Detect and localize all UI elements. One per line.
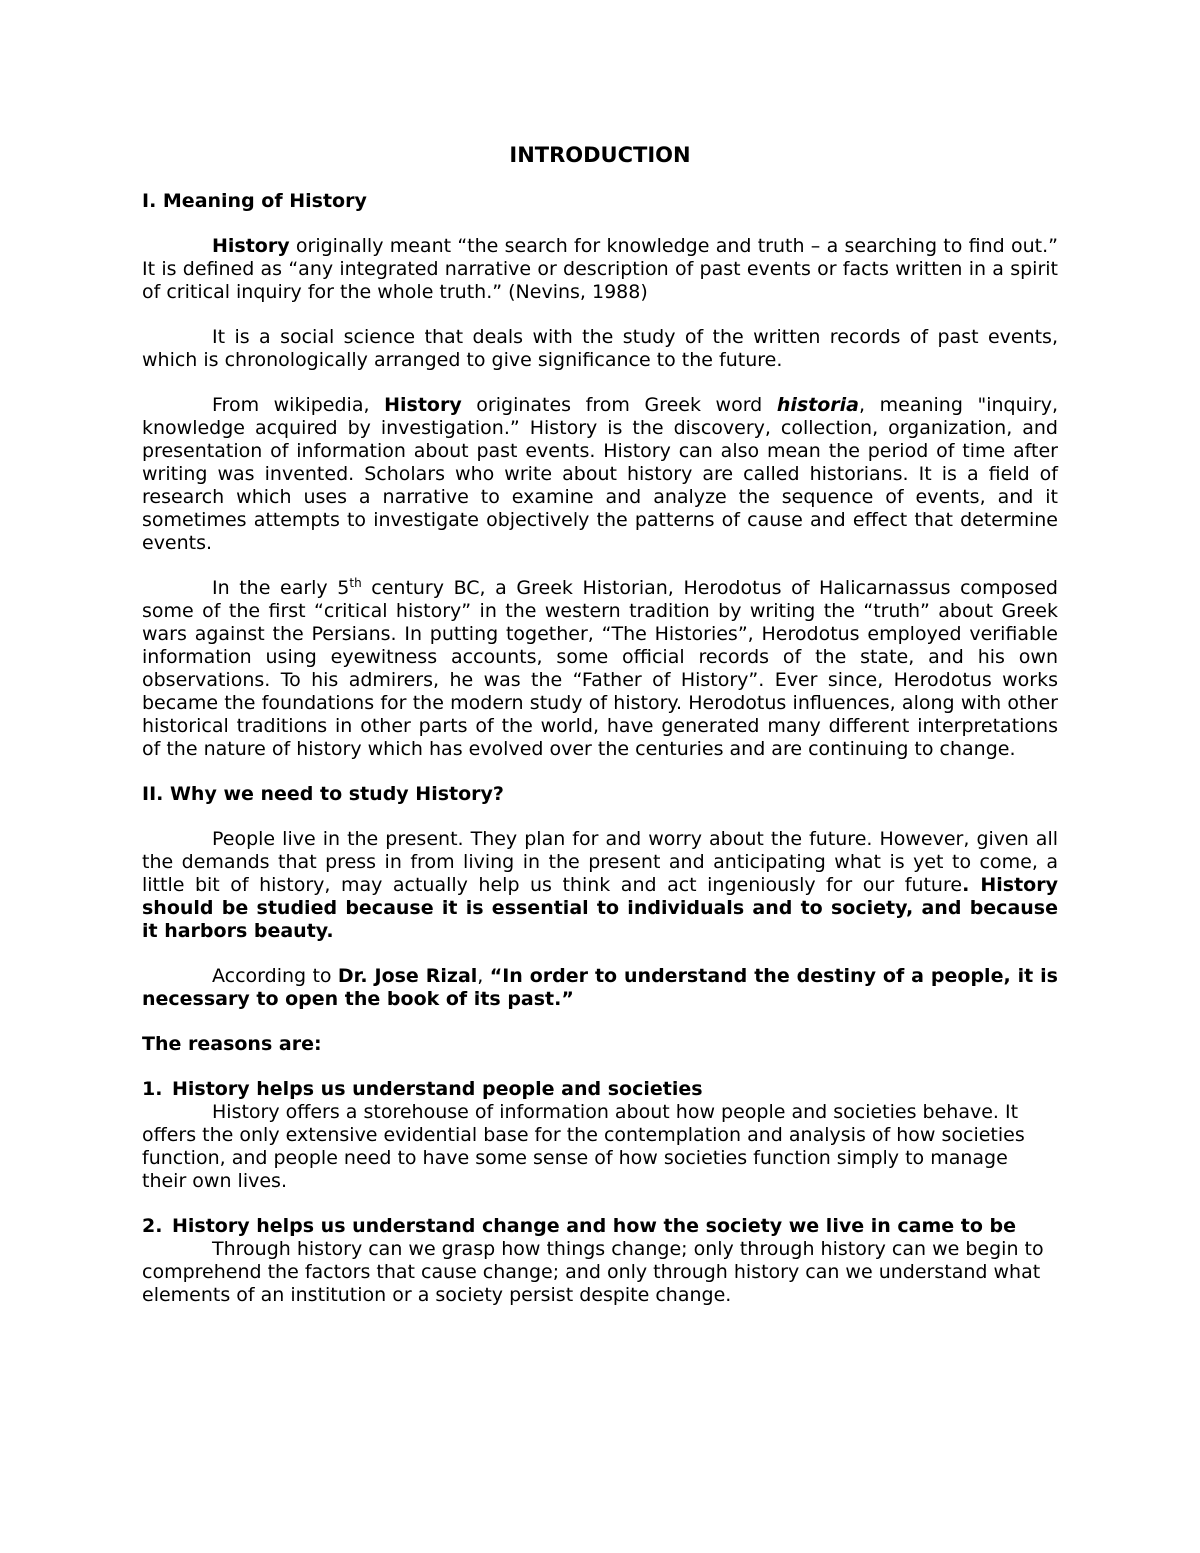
reason-2-heading bbox=[142, 1215, 1058, 1238]
history-term: History bbox=[212, 235, 290, 257]
paragraph-text: originally meant “the search for knowledge and truth – a searching to find out.” It is defined as “any integrated narrative or description of past events or facts written in a spirit of critical inquiry for the whole truth.” (Nevins, 1988) bbox=[142, 235, 1058, 303]
paragraph-text: , meaning "inquiry, knowledge acquired by investigation.” History is the discovery, collection, organization, and presentation of information about past events. History can also mean the period of time after writing was invented. Scholars who write about history are called historians. It is a field of research which uses a narrative to examine and analyze the sequence of events, and it sometimes attempts to investigate objectively the patterns of cause and effect that determine events. bbox=[142, 394, 1059, 554]
history-term: History bbox=[384, 394, 462, 416]
paragraph-text: People live in the present. They plan for and worry about the future. However, given all the demands that press in from living in the present and anticipating what is yet to come, a little bit of history, may actually help us think and act ingeniously for our future bbox=[142, 828, 1058, 896]
paragraph-text: From wikipedia, bbox=[212, 394, 385, 416]
reason-1-body: History offers a storehouse of information about how people and societies behave. It offers the only extensive evidential base for the contemplation and analysis of how societies function, and people need to have some sense of how societies function simply to manage their own lives. bbox=[142, 1101, 1025, 1192]
section-2-paragraph-2 bbox=[142, 965, 1058, 1011]
reason-title: History helps us understand change and how the society we live in came to be bbox=[172, 1215, 1016, 1237]
reason-number: 1. bbox=[142, 1078, 163, 1100]
document-page bbox=[142, 138, 1058, 1329]
superscript-th: th bbox=[349, 576, 362, 590]
section-1-paragraph-1 bbox=[142, 235, 1058, 304]
reason-number: 2. bbox=[142, 1215, 163, 1237]
paragraph-text: century BC, a Greek Historian, Herodotus of Halicarnassus composed some of the first “critical history” in the western tradition by writing the “truth” about Greek wars against the Persians. In putting together, “The Histories”, Herodotus employed verifiable information using eyewitness accounts, some official records of the state, and his own observations. To his admirers, he was the “Father of History”. Ever since, Herodotus works became the foundations for the modern study of history. Herodotus influences, along with other historical traditions in other parts of the world, have generated many different interpretations of the nature of history which has evolved over the centuries and are continuing to change. bbox=[142, 577, 1058, 760]
paragraph-text: originates from Greek word bbox=[461, 394, 777, 416]
reason-1-heading bbox=[142, 1078, 1058, 1101]
section-2-paragraph-1 bbox=[142, 828, 1058, 943]
paragraph-text: In the early 5 bbox=[212, 577, 350, 599]
rizal-quote: “In order to understand the destiny of a people, it is necessary to open the book of its past.” bbox=[142, 965, 1058, 1010]
reason-2-body: Through history can we grasp how things change; only through history can we begin to comprehend the factors that cause change; and only through history can we understand what elements of an institution or a society persist despite change. bbox=[142, 1238, 1044, 1306]
section-2-heading: II. Why we need to study History? bbox=[142, 783, 504, 805]
reason-title: History helps us understand people and societies bbox=[172, 1078, 703, 1100]
document-title: INTRODUCTION bbox=[509, 143, 691, 167]
section-1-paragraph-4 bbox=[142, 577, 1058, 761]
historia-term: historia bbox=[776, 394, 860, 416]
section-1-paragraph-2: It is a social science that deals with the study of the written records of past events, which is chronologically arranged to give significance to the future. bbox=[142, 326, 1058, 371]
reasons-label: The reasons are: bbox=[142, 1033, 322, 1055]
author-name: Dr. Jose Rizal bbox=[337, 965, 478, 987]
paragraph-text: , bbox=[477, 965, 490, 987]
emphasis-text: . History should be studied because it is essential to individuals and to society, and because it harbors beauty. bbox=[142, 874, 1058, 942]
paragraph-text: According to bbox=[212, 965, 338, 987]
section-1-heading: I. Meaning of History bbox=[142, 190, 367, 212]
section-1-paragraph-3 bbox=[142, 394, 1058, 555]
